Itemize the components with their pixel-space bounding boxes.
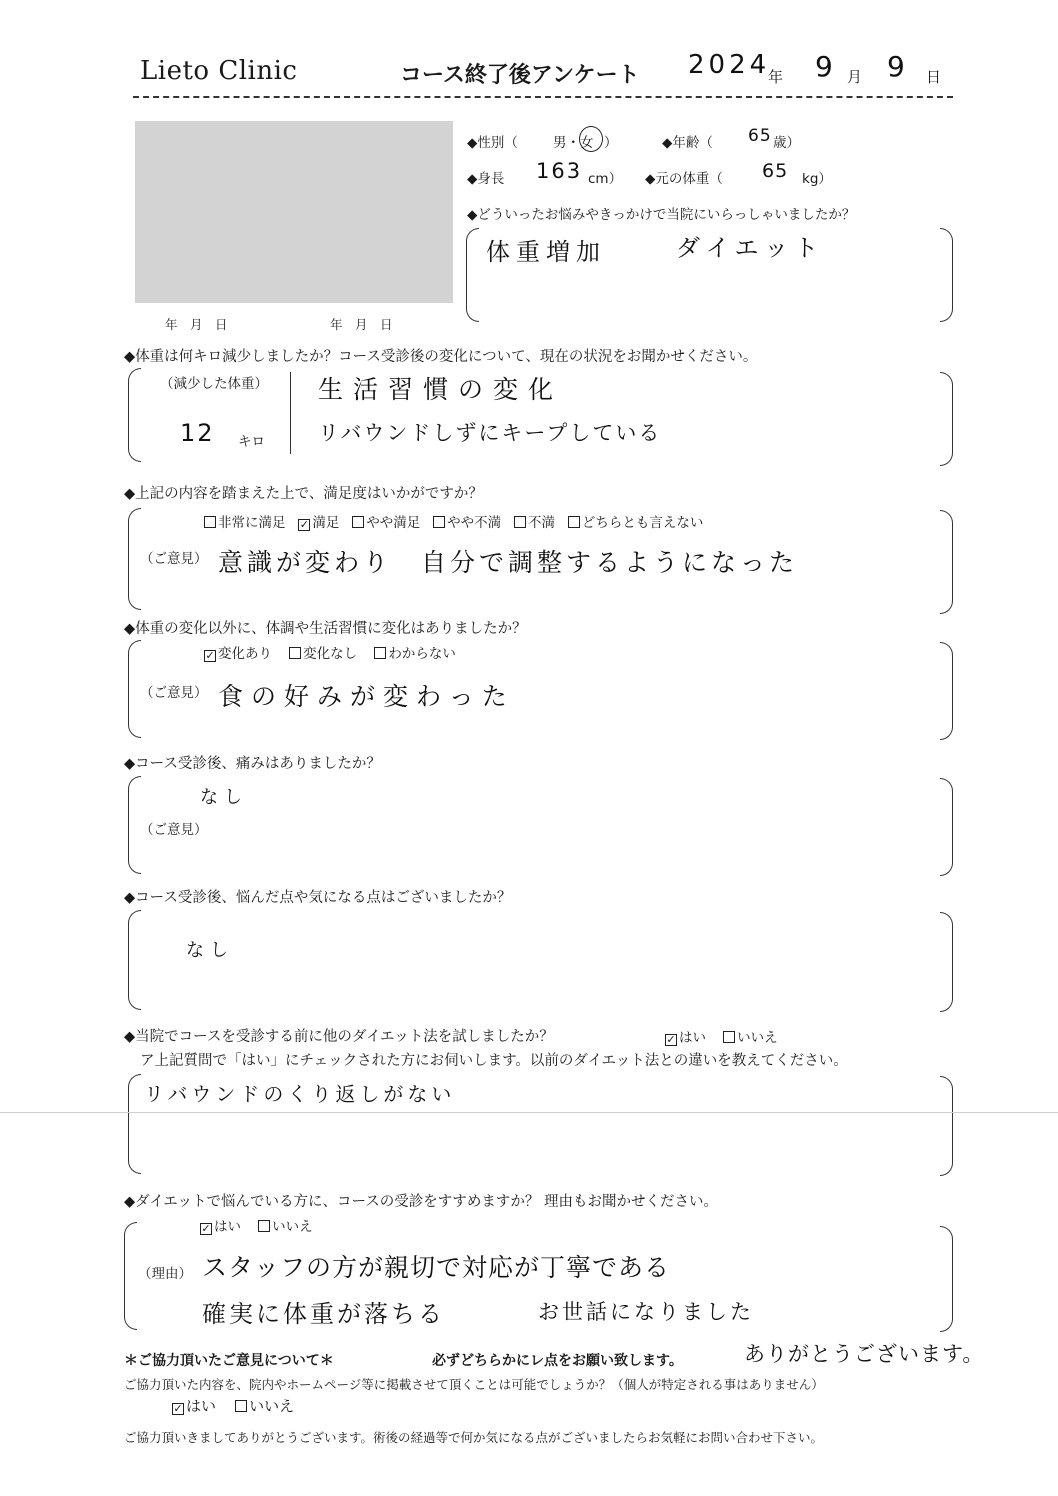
q2-option-3[interactable]: やや満足 — [352, 515, 420, 531]
sex-label: ◆性別（ — [467, 135, 518, 151]
q1-answer-1: 生活習慣の変化 — [318, 375, 564, 404]
date-month-label: 月 — [847, 68, 863, 86]
checkbox-checked-icon: ✓ — [173, 1402, 183, 1415]
date-day: 9 — [887, 50, 911, 83]
q2-question: ◆上記の内容を踏まえた上で、満足度はいかがですか？ — [124, 486, 483, 502]
reason-answer-2: ダイエット — [676, 234, 825, 262]
q2-label: （ご意見） — [140, 551, 208, 567]
q6-option-yes[interactable]: ✓ はい — [666, 1030, 706, 1046]
checkbox-icon — [352, 516, 364, 528]
q2-option-4[interactable]: やや不満 — [433, 515, 501, 531]
photo-redacted — [135, 121, 453, 303]
footer-option-yes[interactable]: ✓ はい — [173, 1397, 217, 1415]
q4-bracket-right — [940, 778, 953, 876]
sex-close: ） — [604, 135, 618, 151]
checkbox-checked-icon: ✓ — [205, 649, 215, 662]
height-label: ◆身長 — [467, 171, 505, 187]
weight-unit: kg） — [802, 171, 832, 187]
footer-options — [172, 1395, 294, 1416]
date-day-label: 日 — [926, 68, 942, 86]
checkbox-icon — [235, 1400, 247, 1412]
date-year-label: 年 — [768, 68, 784, 86]
checkbox-icon — [258, 1220, 270, 1232]
q2-option-5[interactable]: 不満 — [514, 515, 555, 531]
q5-answer: なし — [186, 940, 234, 961]
q6-option-no[interactable]: いいえ — [723, 1030, 778, 1046]
height-value: 163 — [536, 159, 583, 183]
reason-answer-1: 体重増加 — [486, 238, 606, 266]
q7-question: ◆ダイエットで悩んでいる方に、コースの受診をすすめますか？ 理由もお聞かせください。 — [124, 1194, 719, 1210]
checkbox-checked-icon: ✓ — [201, 1222, 211, 1235]
q7-label: （理由） — [138, 1266, 192, 1282]
checkbox-icon — [723, 1031, 735, 1043]
q3-option-1[interactable]: ✓ 変化あり — [205, 646, 272, 662]
checkbox-checked-icon: ✓ — [666, 1033, 676, 1046]
q2-option-6[interactable]: どちらとも言えない — [568, 515, 704, 531]
checkbox-icon — [514, 516, 526, 528]
weight-value: 65 — [762, 160, 789, 182]
q1-weight-value: 12 — [180, 419, 215, 447]
q4-question: ◆コース受診後、痛みはありましたか？ — [124, 756, 381, 772]
date-month: 9 — [815, 50, 839, 83]
q1-answer-2: リバウンドしずにキープしている — [318, 421, 662, 445]
q1-bracket-left — [128, 368, 141, 462]
q7-bracket-right — [940, 1226, 953, 1332]
q1-label: （減少した体重） — [160, 376, 268, 392]
q6-answer: リバウンドのくり返しがない — [144, 1082, 456, 1106]
footer-request: 必ずどちらかにレ点をお願い致します。 — [432, 1353, 683, 1369]
q5-bracket-left — [128, 910, 141, 1010]
reason-bracket-left — [466, 228, 479, 322]
checkbox-icon — [433, 516, 445, 528]
clinic-name: Lieto Clinic — [140, 56, 298, 86]
q3-option-3[interactable]: わからない — [374, 646, 456, 662]
q6-sub-question: ア上記質問で「はい」にチェックされた方にお伺いします。以前のダイエット法との違いを教えてください。 — [140, 1053, 848, 1069]
q1-bracket-right — [940, 372, 953, 466]
q1-divider — [290, 372, 291, 454]
sex-options: 男・女 — [553, 135, 594, 151]
photo-date-right: 年 月 日 — [330, 317, 393, 332]
checkbox-icon — [289, 647, 301, 659]
age-value: 65 — [748, 126, 772, 146]
scan-line — [0, 1112, 1058, 1113]
q2-options — [204, 511, 703, 531]
checkbox-checked-icon: ✓ — [299, 518, 309, 531]
age-unit: 歳） — [773, 135, 800, 151]
q3-option-2[interactable]: 変化なし — [289, 646, 357, 662]
weight-label: ◆元の体重（ — [645, 171, 723, 187]
footer-heading: ＊ご協力頂いたご意見について＊ — [124, 1353, 334, 1369]
q7-option-no[interactable]: いいえ — [258, 1219, 313, 1235]
q3-bracket-right — [940, 642, 953, 740]
q6-bracket-left — [128, 1074, 141, 1174]
q2-bracket-right — [940, 510, 953, 614]
footer-closing: ご協力頂いきましてありがとうございます。術後の経過等で何か気になる点がございましたらお気軽にお問い合わせ下さい。 — [124, 1430, 824, 1445]
q7-answer-1: スタッフの方が親切で対応が丁寧である — [202, 1253, 671, 1282]
q3-question: ◆体重の変化以外に、体調や生活習慣に変化はありましたか？ — [124, 621, 527, 637]
q4-answer: なし — [200, 787, 248, 808]
height-unit: cm） — [588, 171, 623, 187]
date-year: 2024 — [688, 50, 771, 80]
q3-options — [204, 642, 456, 662]
reason-question: ◆どういったお悩みやきっかけで当院にいらっしゃいましたか？ — [467, 207, 856, 223]
q2-option-1[interactable]: 非常に満足 — [204, 515, 286, 531]
q3-label: （ご意見） — [140, 685, 208, 701]
reason-bracket-right — [940, 228, 953, 322]
q7-options — [200, 1215, 313, 1235]
photo-date-left: 年 月 日 — [165, 317, 228, 332]
sex-circle — [579, 126, 603, 152]
survey-title: コース終了後アンケート — [400, 63, 640, 88]
header-divider — [133, 96, 953, 98]
q4-label: （ご意見） — [140, 822, 208, 838]
q2-option-2[interactable]: ✓ 満足 — [299, 515, 340, 531]
q5-bracket-right — [940, 912, 953, 1012]
footer-option-no[interactable]: いいえ — [235, 1397, 294, 1415]
q6-bracket-right — [940, 1076, 953, 1176]
q1-question: ◆体重は何キロ減少しましたか？コース受診後の変化について、現在の状況をお聞かせください。 — [124, 349, 758, 365]
footer-question: ご協力頂いた内容を、院内やホームページ等に掲載させて頂くことは可能でしょうか？（個人が特定される事はありません） — [124, 1377, 824, 1392]
q2-answer: 意識が変わり 自分で調整するようになった — [218, 548, 799, 577]
q7-answer-2: 確実に体重が落ちる — [202, 1300, 445, 1328]
checkbox-icon — [374, 647, 386, 659]
q7-bracket-left — [124, 1222, 137, 1330]
q3-answer: 食の好みが変わった — [218, 682, 515, 711]
q6-question: ◆当院でコースを受診する前に他のダイエット法を試しましたか？ — [124, 1029, 554, 1045]
footer-thanks: ありがとうございます。 — [744, 1342, 985, 1366]
age-label: ◆年齢（ — [662, 135, 713, 151]
checkbox-icon — [568, 516, 580, 528]
q7-answer-3: お世話になりました — [538, 1300, 754, 1324]
q1-unit: キロ — [238, 434, 265, 450]
q7-option-yes[interactable]: ✓ はい — [201, 1219, 241, 1235]
q6-options — [665, 1026, 778, 1046]
q5-question: ◆コース受診後、悩んだ点や気になる点はございましたか？ — [124, 890, 512, 906]
checkbox-icon — [204, 516, 216, 528]
